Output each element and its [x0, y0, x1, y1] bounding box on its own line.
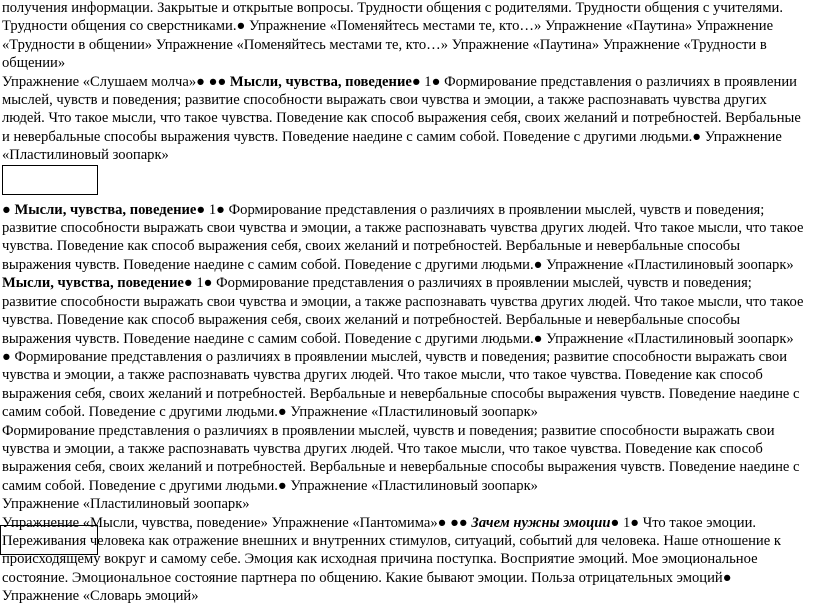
topic-description: ● 1● Формирование представления о различиях в проявлении мыслей, чувств и поведения; развитие способности выражать свои чувства и эмоции, а также распознавать чувства других людей. Что такое мысли, что такое чувства. Поведение как способ выражения себя, своих желаний и потребностей. Вербальные и невербальные способы выражения чувств. Поведение наедине с самим собой. Поведение с другими людьми.: [2, 73, 801, 145]
exercise-label: Упражнение «Пластилиновый зоопарк»: [2, 496, 250, 513]
exercise-label: ● Упражнение «Пластилиновый зоопарк»: [533, 256, 794, 273]
exercise-label: ● Упражнение «Пластилиновый зоопарк»: [277, 404, 538, 421]
bullet-icon: ● ●●: [196, 73, 230, 90]
exercise-label: ● Упражнение «Пластилиновый зоопарк»: [533, 330, 794, 347]
exercise-label: ● Упражнение «Пластилиновый зоопарк»: [2, 128, 782, 164]
paragraph-6: [2, 495, 808, 513]
document-body: [2, 0, 808, 606]
topic-description: ● 1● Что такое эмоции. Переживания человека как отражение внешних и внутренних стимулов, ситуаций, событий для человека. Наше отношение к происходящему вокруг и самому себе. Эмоция как исходная причина поступка. Восприятие эмоций. Мое эмоциональное состояние. Эмоциональное состояние партнера по общению. Какие бывают эмоции. Польза отрицательных эмоций: [2, 514, 781, 586]
bullet-icon: ●: [2, 201, 15, 218]
topic-title: Мысли, чувства, поведение: [14, 201, 197, 218]
exercise-label: ● Упражнение «Словарь эмоций»: [2, 569, 732, 605]
exercise-label: ● Упражнение «Пластилиновый зоопарк»: [277, 477, 538, 494]
paragraph-4: [2, 348, 808, 422]
paragraph-1: [2, 0, 808, 165]
topic-description: ● 1● Формирование представления о различиях в проявлении мыслей, чувств и поведения; развитие способности выражать свои чувства и эмоции, а также распознавать чувства других людей. Что такое мысли, что такое чувства. Поведение как способ выражения себя, своих желаний и потребностей. Вербальные и невербальные способы выражения чувств. Поведение наедине с самим собой. Поведение с другими людьми.: [2, 201, 804, 273]
text-line-a: получения информации. Закрытые и открытые вопросы. Трудности общения с родителями. Трудности общения с учителями. Трудности общения со сверстниками.: [2, 0, 784, 35]
paragraph-5: [2, 422, 808, 496]
exercise-lead: Упражнение «Мысли, чувства, поведение» Упражнение «Пантомима»: [2, 514, 438, 531]
bullet-icon: ●: [236, 18, 249, 35]
topic-title: Мысли, чувства, поведение: [229, 73, 412, 90]
bullet-icon: ● ●●: [437, 514, 472, 531]
topic-description: ● Формирование представления о различиях в проявлении мыслей, чувств и поведения; развитие способности выражать свои чувства и эмоции, а также распознавать чувства других людей. Что такое мысли, что такое чувства. Поведение как способ выражения себя, своих желаний и потребностей. Вербальные и невербальные способы выражения чувств. Поведение наедине с самим собой. Поведение с другими людьми.: [2, 348, 800, 421]
text-line-c: Упражнение «Поменяйтесь местами те, кто…» Упражнение «Паутина» Упражнение «Трудности в общении»: [2, 36, 767, 72]
empty-table-cell: [2, 165, 98, 195]
topic-description: ● 1● Формирование представления о различиях в проявлении мыслей, чувств и поведения; развитие способности выражать свои чувства и эмоции, а также распознавать чувства других людей. Что такое мысли, что такое чувства. Поведение как способ выражения себя, своих желаний и потребностей. Вербальные и невербальные способы выражения чувств. Поведение наедине с самим собой. Поведение с другими людьми.: [2, 275, 804, 347]
empty-table-cell-bottom: [0, 525, 98, 555]
topic-title: Зачем нужны эмоции: [471, 514, 611, 531]
topic-description: Формирование представления о различиях в проявлении мыслей, чувств и поведения; развитие способности выражать свои чувства и эмоции, а также распознавать чувства других людей. Что такое мысли, что такое чувства. Поведение как способ выражения себя, своих желаний и потребностей. Вербальные и невербальные способы выражения чувств. Поведение наедине с самим собой. Поведение с другими людьми.: [2, 422, 800, 494]
topic-title: Мысли, чувства, поведение: [2, 275, 184, 292]
paragraph-2: [2, 201, 808, 275]
text-line-b: Упражнение «Поменяйтесь местами те, кто…» Упражнение «Паутина» Упражнение «Трудности в общении»: [2, 18, 774, 53]
paragraph-3: [2, 274, 808, 348]
text-line-d: Упражнение «Слушаем молча»: [2, 73, 197, 90]
paragraph-7: [2, 514, 808, 606]
